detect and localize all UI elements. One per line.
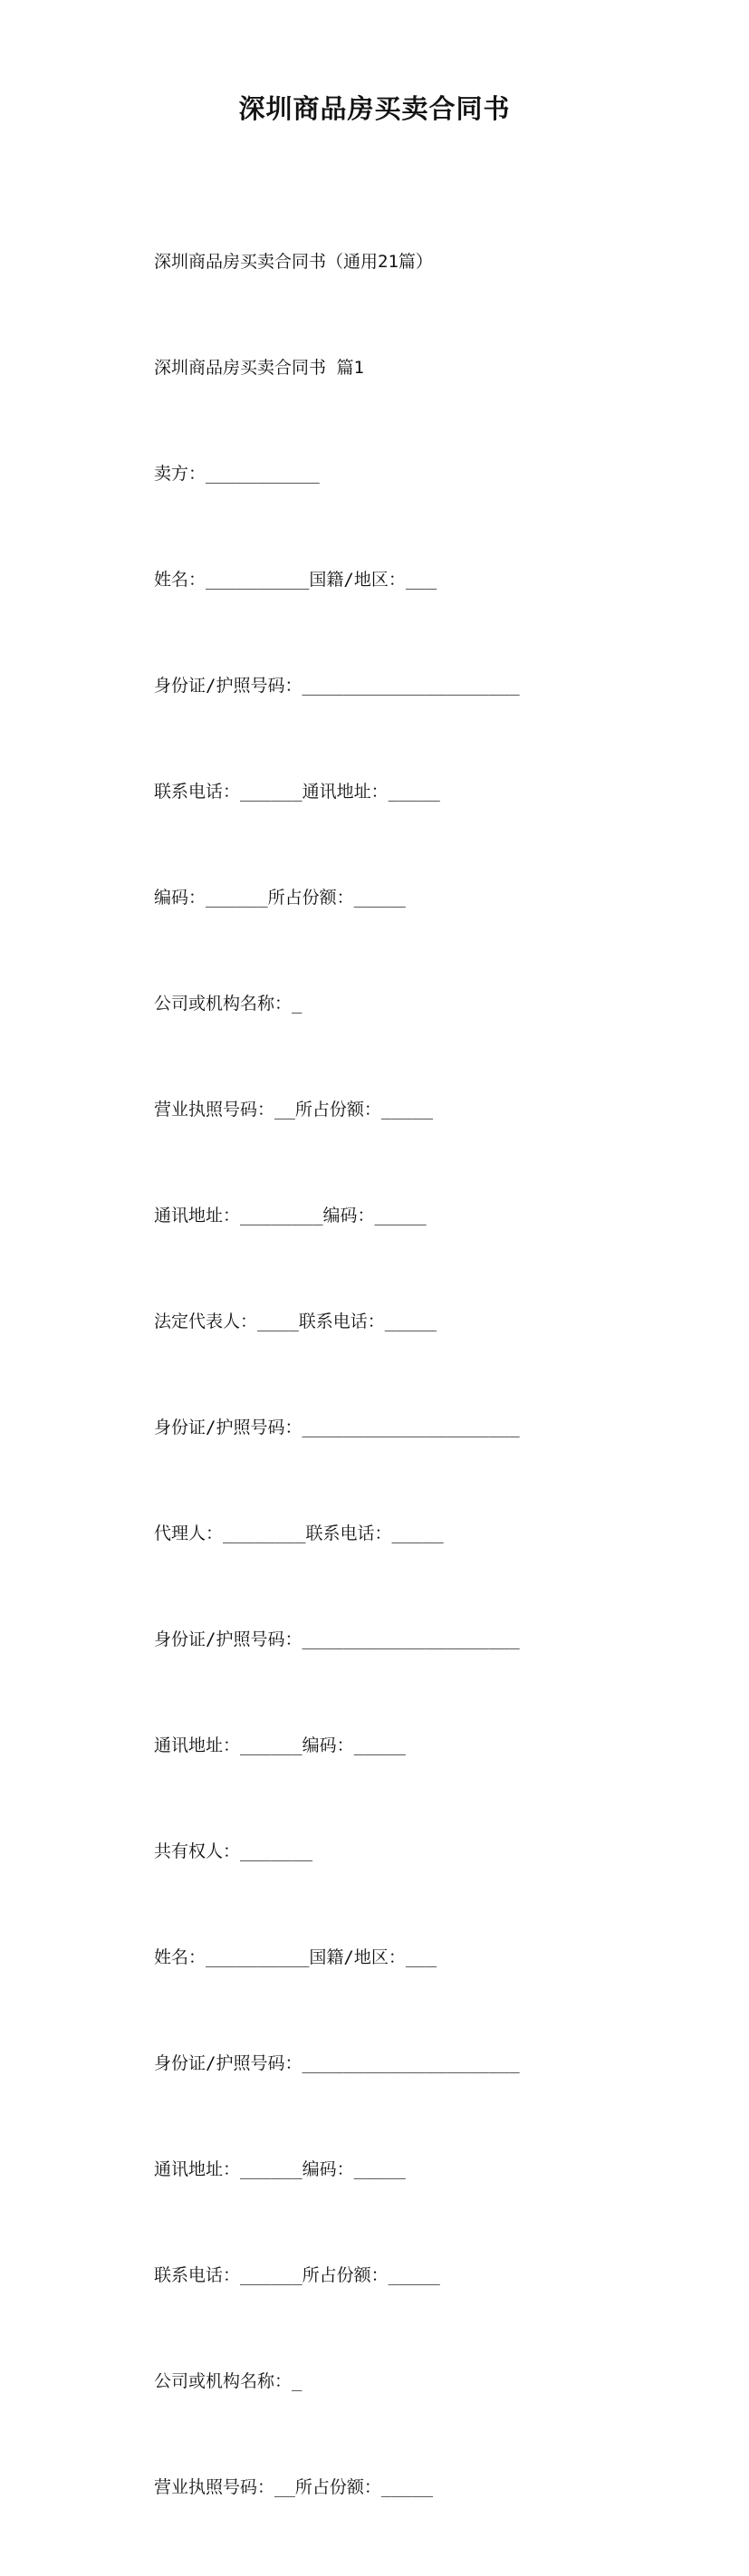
co-owner-company-name-line: 公司或机构名称：_ (154, 2371, 302, 2391)
agent-line: 代理人：________联系电话：_____ (154, 1523, 444, 1543)
co-owner-license-share-line: 营业执照号码：__所占份额：_____ (154, 2477, 434, 2497)
subtitle-line: 深圳商品房买卖合同书（通用21篇） (154, 252, 433, 272)
co-owner-phone-share-line: 联系电话：______所占份额：_____ (154, 2265, 440, 2285)
document-body (154, 174, 715, 2576)
seller-postcode-share-line: 编码：______所占份额：_____ (154, 888, 406, 908)
seller-company-address-line: 通讯地址：________编码：_____ (154, 1206, 427, 1226)
seller-name-nationality-line: 姓名：__________国籍/地区：___ (154, 570, 437, 590)
agent-id-line: 身份证/护照号码：_____________________ (154, 1629, 520, 1649)
seller-license-share-line: 营业执照号码：__所占份额：_____ (154, 1100, 434, 1120)
seller-line: 卖方：___________ (154, 464, 320, 484)
section-heading: 深圳商品房买卖合同书 篇1 (154, 358, 364, 378)
seller-company-name-line: 公司或机构名称：_ (154, 994, 302, 1014)
legal-representative-id-line: 身份证/护照号码：_____________________ (154, 1418, 520, 1437)
agent-address-line: 通讯地址：______编码：_____ (154, 1735, 406, 1755)
document-title: 深圳商品房买卖合同书 (238, 93, 511, 124)
co-owner-line: 共有权人：_______ (154, 1841, 313, 1861)
co-owner-id-line: 身份证/护照号码：_____________________ (154, 2053, 520, 2073)
seller-id-line: 身份证/护照号码：_____________________ (154, 676, 520, 696)
seller-phone-address-line: 联系电话：______通讯地址：_____ (154, 782, 440, 802)
legal-representative-line: 法定代表人：____联系电话：_____ (154, 1312, 437, 1331)
co-owner-name-nationality-line: 姓名：__________国籍/地区：___ (154, 1947, 437, 1967)
co-owner-address-line: 通讯地址：______编码：_____ (154, 2159, 406, 2179)
